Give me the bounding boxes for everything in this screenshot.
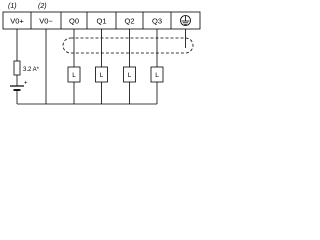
note-1: (1): [8, 3, 17, 10]
load-label: L: [99, 72, 104, 79]
terminal-q1: Q1: [96, 16, 107, 26]
load-label: L: [127, 72, 132, 79]
load-label: L: [155, 72, 159, 79]
cable-shield: [63, 38, 193, 53]
load-label: L: [72, 72, 76, 79]
terminal-v0-minus: V0−: [39, 16, 53, 26]
fuse-label: 3.2 A*: [23, 67, 40, 73]
fuse: [14, 61, 20, 75]
load-q3: [151, 67, 163, 82]
note-2: (2): [38, 3, 47, 10]
terminal-v0-plus: V0+: [10, 16, 24, 26]
load-q0: [68, 67, 80, 82]
load-q2: [124, 67, 136, 82]
terminal-strip: [3, 12, 200, 29]
terminal-q2: Q2: [124, 16, 135, 26]
terminal-q3: Q3: [151, 16, 163, 26]
load-q1: [96, 67, 108, 82]
battery-plus: +: [24, 80, 28, 87]
battery-icon: [10, 86, 24, 90]
wiring-diagram: [0, 0, 207, 112]
terminal-q0: Q0: [68, 16, 80, 26]
